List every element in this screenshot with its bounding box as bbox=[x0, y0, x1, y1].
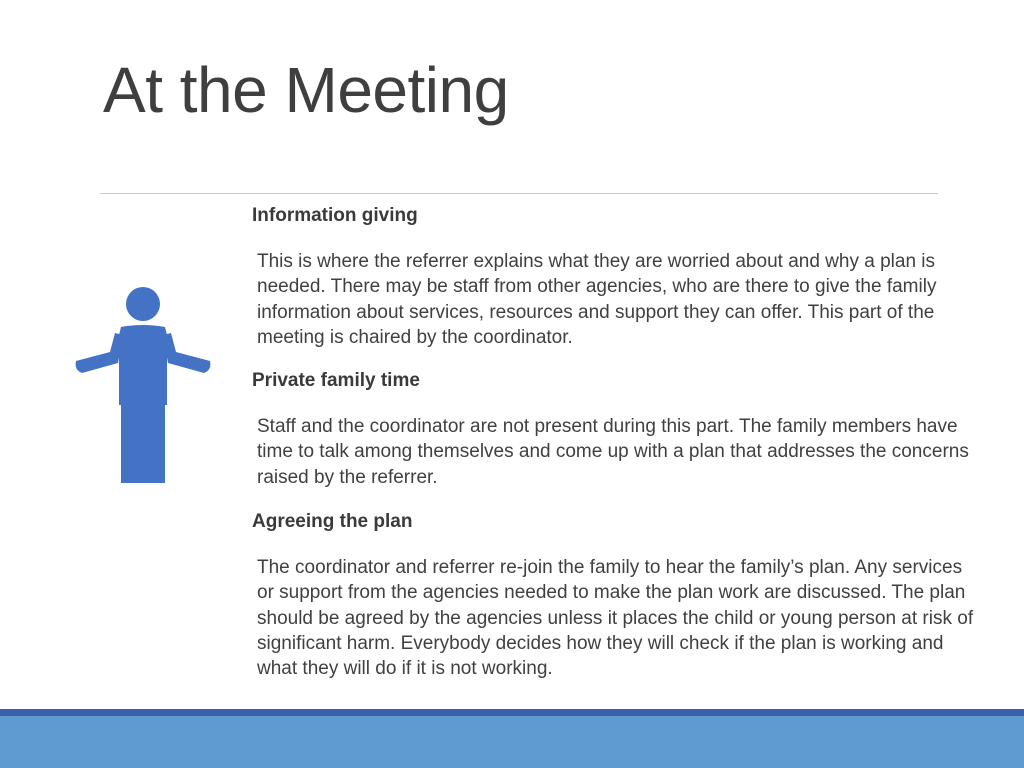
section-heading-private-family-time: Private family time bbox=[252, 370, 420, 392]
person-shrugging-icon bbox=[74, 285, 212, 485]
section-body-private-family-time: Staff and the coordinator are not present during this part. The family members have time to talk among themselves and come up with a plan that addresses the concerns raised by the referrer. bbox=[257, 416, 969, 488]
section-heading-information-giving: Information giving bbox=[252, 205, 418, 226]
title-divider bbox=[100, 193, 938, 194]
section-heading-agreeing-the-plan: Agreeing the plan bbox=[252, 511, 413, 533]
footer-band bbox=[0, 716, 1024, 768]
slide-title: At the Meeting bbox=[103, 54, 509, 126]
content-area bbox=[252, 203, 982, 682]
footer-accent-stripe bbox=[0, 709, 1024, 716]
section-body-information-giving: This is where the referrer explains what they are worried about and why a plan is needed. There may be staff from other agencies, who are there to give the family information about services, resources and support they can offer. This part of the meeting is chaired by the coordinator. bbox=[257, 251, 937, 348]
section-body-agreeing-the-plan: The coordinator and referrer re-join the family to hear the family’s plan. Any services or support from the agencies needed to make the plan work are discussed. The plan should be agreed by the agencies unless it places the child or young person at risk of significant harm. Everybody decides how they will check if the plan is working and what they will do if it is not working. bbox=[257, 557, 974, 680]
